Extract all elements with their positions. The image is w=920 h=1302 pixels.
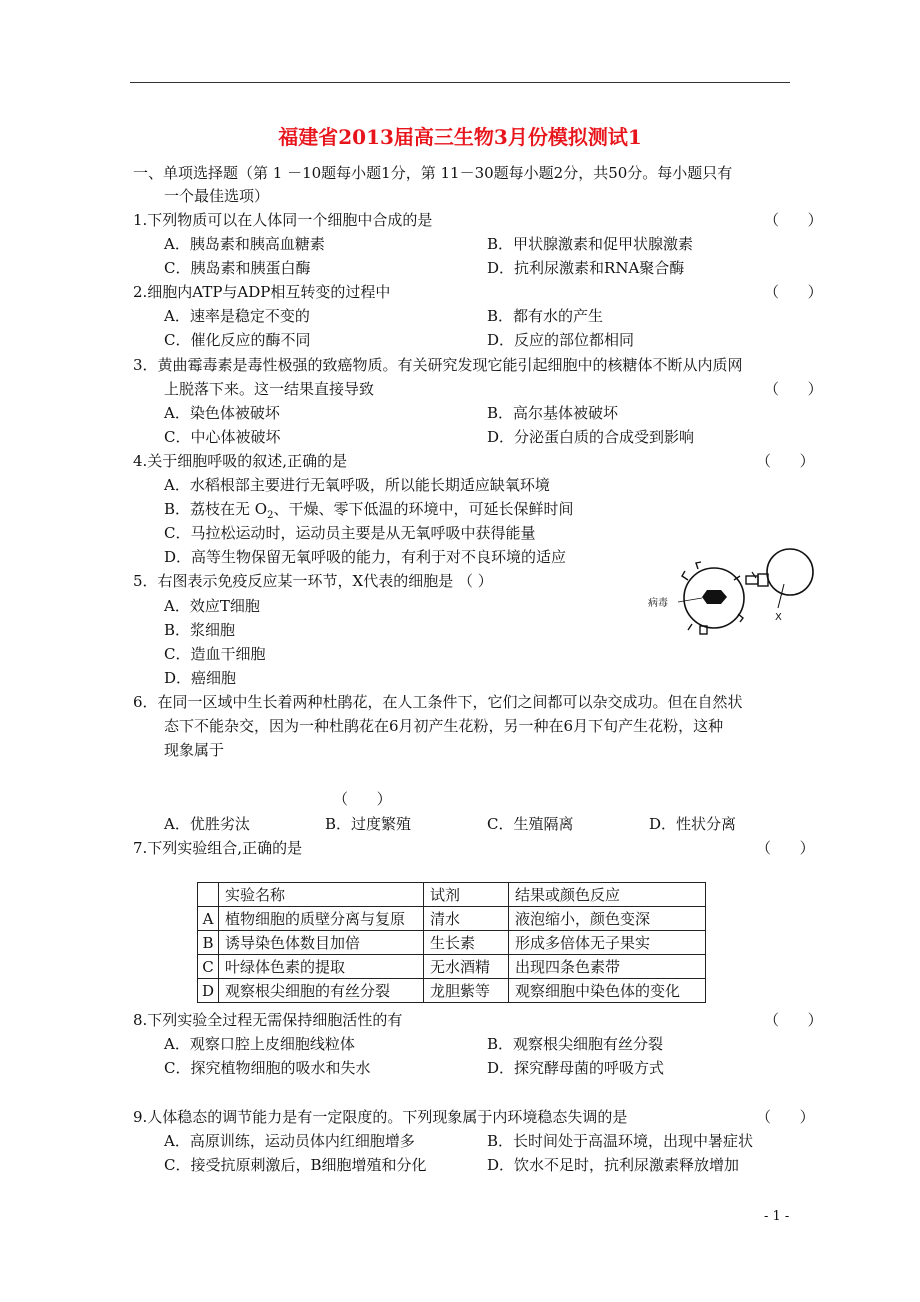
q8-option-c: C．探究植物细胞的吸水和失水: [164, 1059, 371, 1077]
q8-option-a: A．观察口腔上皮细胞线粒体: [164, 1035, 355, 1053]
table-row-label: D: [198, 979, 219, 1003]
figure-x-label: X: [775, 612, 782, 623]
q1-option-b: B．甲状腺激素和促甲状腺激素: [487, 235, 694, 253]
q7-answer-blank: （ ）: [756, 839, 815, 857]
table-header-cell: 结果或颜色反应: [509, 883, 706, 907]
section-heading-cont: 一个最佳选项）: [164, 187, 270, 205]
immune-cell-figure: [648, 540, 824, 640]
table-header-cell: 实验名称: [219, 883, 424, 907]
q5-option-b: B．浆细胞: [164, 621, 236, 639]
table-cell: 诱导染色体数目加倍: [219, 931, 424, 955]
q6-stem-cont: 态下不能杂交，因为一种杜鹃花在6月初产生花粉，另一种在6月下旬产生花粉，这种: [164, 717, 724, 735]
table-cell: 叶绿体色素的提取: [219, 955, 424, 979]
q9-option-b: B．长时间处于高温环境，出现中暑症状: [487, 1132, 754, 1150]
table-cell: 生长素: [424, 931, 509, 955]
table-cell: 液泡缩小，颜色变深: [509, 907, 706, 931]
q5-option-d: D．癌细胞: [164, 669, 237, 687]
section-heading: 一、单项选择题（第 1 －10题每小题1分，第 11－30题每小题2分，共50分。每小题只有: [133, 164, 733, 182]
q2-option-b: B．都有水的产生: [487, 307, 604, 325]
q4-answer-blank: （ ）: [756, 452, 815, 470]
q4-option-b: [164, 499, 573, 526]
q6-option-c: C．生殖隔离: [487, 815, 574, 833]
table-cell: 植物细胞的质壁分离与复原: [219, 907, 424, 931]
table-cell: 清水: [424, 907, 509, 931]
q7-stem: 7.下列实验组合,正确的是: [133, 839, 303, 857]
q9-answer-blank: （ ）: [756, 1108, 815, 1126]
table-row: [198, 931, 706, 955]
table-cell: 形成多倍体无子果实: [509, 931, 706, 955]
q6-option-b: B．过度繁殖: [325, 815, 412, 833]
q5-option-a: A．效应T细胞: [164, 597, 260, 615]
q9-option-c: C．接受抗原刺激后，B细胞增殖和分化: [164, 1156, 427, 1174]
q4-option-d: D．高等生物保留无氧呼吸的能力，有利于对不良环境的适应: [164, 548, 567, 566]
q2-stem: 2.细胞内ATP与ADP相互转变的过程中: [133, 283, 391, 301]
q8-stem: 8.下列实验全过程无需保持细胞活性的有: [133, 1011, 403, 1029]
table-cell: 观察细胞中染色体的变化: [509, 979, 706, 1003]
page-title: 福建省2013届高三生物3月份模拟测试1: [278, 125, 642, 149]
q3-stem: 3．黄曲霉毒素是毒性极强的致癌物质。有关研究发现它能引起细胞中的核糖体不断从内质网: [133, 356, 743, 374]
table-row: [198, 907, 706, 931]
q1-option-c: C．胰岛素和胰蛋白酶: [164, 259, 311, 277]
q4-stem: 4.关于细胞呼吸的叙述,正确的是: [133, 452, 348, 470]
table-header-cell: 试剂: [424, 883, 509, 907]
table-cell: 龙胆紫等: [424, 979, 509, 1003]
q3-stem-cont: 上脱落下来。这一结果直接导致: [164, 380, 375, 398]
table-header-row: [198, 883, 706, 907]
q4-option-a: A．水稻根部主要进行无氧呼吸，所以能长期适应缺氧环境: [164, 476, 550, 494]
q3-option-b: B．高尔基体被破坏: [487, 404, 619, 422]
q9-option-d: D．饮水不足时，抗利尿激素释放增加: [487, 1156, 740, 1174]
q6-stem-cont2: 现象属于: [164, 741, 225, 759]
q9-option-a: A．高原训练，运动员体内红细胞增多: [164, 1132, 415, 1150]
table-row: [198, 955, 706, 979]
table-cell: 出现四条色素带: [509, 955, 706, 979]
table-cell: 观察根尖细胞的有丝分裂: [219, 979, 424, 1003]
q8-option-d: D．探究酵母菌的呼吸方式: [487, 1059, 665, 1077]
virus-icon: [702, 590, 727, 604]
table-header-empty: [198, 883, 219, 907]
table-row-label: C: [198, 955, 219, 979]
q3-option-d: D．分泌蛋白质的合成受到影响: [487, 428, 695, 446]
q3-answer-blank: （ ）: [764, 380, 823, 398]
q6-option-a: A．优胜劣汰: [164, 815, 250, 833]
experiment-table: [197, 882, 706, 1003]
q1-stem: 1.下列物质可以在人体同一个细胞中合成的是: [133, 211, 433, 229]
q4-option-b-post: 、干燥、零下低温的环境中，可延长保鲜时间: [273, 500, 574, 518]
q1-option-a: A．胰岛素和胰高血糖素: [164, 235, 325, 253]
q6-option-d: D．性状分离: [649, 815, 737, 833]
q6-stem: 6．在同一区域中生长着两种杜鹃花，在人工条件下，它们之间都可以杂交成功。但在自然状: [133, 693, 743, 711]
q1-option-d: D．抗利尿激素和RNA聚合酶: [487, 259, 685, 277]
header-rule: [130, 82, 790, 83]
q6-answer-blank: （ ）: [333, 790, 392, 808]
q9-stem: 9.人体稳态的调节能力是有一定限度的。下列现象属于内环境稳态失调的是: [133, 1108, 628, 1126]
table-row-label: A: [198, 907, 219, 931]
q8-option-b: B．观察根尖细胞有丝分裂: [487, 1035, 664, 1053]
q2-option-a: A．速率是稳定不变的: [164, 307, 310, 325]
q2-option-c: C．催化反应的酶不同: [164, 331, 311, 349]
q4-option-b-sub: 2: [267, 510, 274, 521]
figure-virus-label: 病毒: [648, 598, 668, 609]
q5-stem: 5．右图表示免疫反应某一环节，X代表的细胞是 （ ）: [133, 572, 493, 590]
q1-answer-blank: （ ）: [764, 211, 823, 229]
q2-answer-blank: （ ）: [764, 283, 823, 301]
table-cell: 无水酒精: [424, 955, 509, 979]
table-row: [198, 979, 706, 1003]
q4-option-b-pre: B．荔枝在无 O: [164, 500, 268, 518]
q8-answer-blank: （ ）: [764, 1011, 823, 1029]
table-row-label: B: [198, 931, 219, 955]
q5-option-c: C．造血干细胞: [164, 645, 266, 663]
q3-option-a: A．染色体被破坏: [164, 404, 280, 422]
page-number: - 1 -: [764, 1209, 790, 1224]
q2-option-d: D．反应的部位都相同: [487, 331, 635, 349]
q3-option-c: C．中心体被破坏: [164, 428, 281, 446]
q4-option-c: C．马拉松运动时，运动员主要是从无氧呼吸中获得能量: [164, 524, 536, 542]
